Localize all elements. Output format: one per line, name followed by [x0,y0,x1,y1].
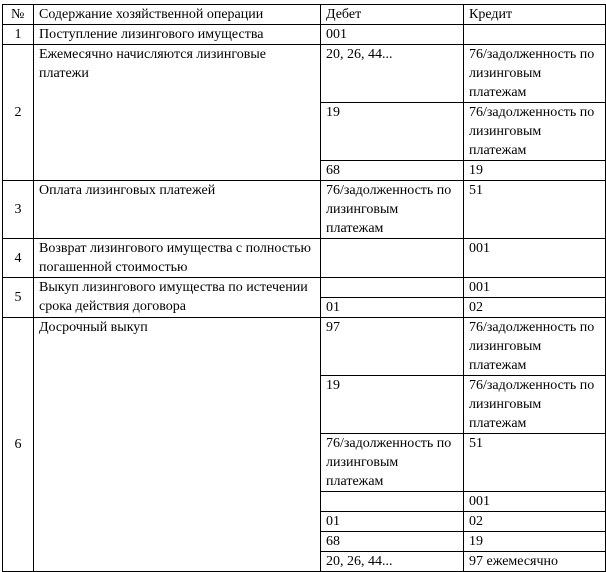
debit-cell: 001 [321,25,464,45]
credit-cell: 19 [464,532,606,552]
debit-cell: 97 [321,318,464,376]
debit-cell: 01 [321,298,464,318]
credit-cell: 19 [464,161,606,181]
credit-cell: 76/задолженность по лизинговым платежам [464,376,606,434]
debit-cell [321,278,464,298]
debit-cell: 19 [321,103,464,161]
credit-cell: 51 [464,181,606,239]
debit-cell: 68 [321,532,464,552]
row-number: 4 [3,239,34,278]
row-number: 6 [3,318,34,572]
debit-cell [321,239,464,278]
row-number: 1 [3,25,34,45]
credit-cell: 76/задолженность по лизинговым платежам [464,45,606,103]
header-content: Содержание хозяйственной операции [34,5,321,25]
table-row [3,318,606,376]
credit-cell: 02 [464,298,606,318]
operation-description: Выкуп лизингового имущества по истечении срока действия договора [34,278,321,318]
operation-description: Оплата лизинговых платежей [34,181,321,239]
operation-description: Поступление лизингового имущества [34,25,321,45]
row-number: 2 [3,45,34,181]
header-row [3,5,606,25]
debit-cell: 76/задолженность по лизинговым платежам [321,181,464,239]
leasing-operations-table [2,4,606,572]
credit-cell: 76/задолженность по лизинговым платежам [464,103,606,161]
table-row [3,278,606,298]
operation-description: Ежемесячно начисляются лизинговые платежи [34,45,321,181]
table-row [3,45,606,103]
header-debit: Дебет [321,5,464,25]
credit-cell: 001 [464,239,606,278]
credit-cell: 02 [464,512,606,532]
credit-cell: 51 [464,434,606,492]
row-number: 5 [3,278,34,318]
credit-cell: 001 [464,278,606,298]
operation-description: Досрочный выкуп [34,318,321,572]
table-row [3,181,606,239]
header-num: № [3,5,34,25]
debit-cell [321,492,464,512]
debit-cell: 20, 26, 44... [321,45,464,103]
credit-cell: 76/задолженность по лизинговым платежам [464,318,606,376]
debit-cell: 76/задолженность по лизинговым платежам [321,434,464,492]
debit-cell: 19 [321,376,464,434]
credit-cell: 001 [464,492,606,512]
row-number: 3 [3,181,34,239]
header-credit: Кредит [464,5,606,25]
table-row [3,239,606,278]
credit-cell: 97 ежемесячно [464,552,606,572]
table-row [3,25,606,45]
operation-description: Возврат лизингового имущества с полностью погашенной стоимостью [34,239,321,278]
credit-cell [464,25,606,45]
debit-cell: 20, 26, 44... [321,552,464,572]
debit-cell: 01 [321,512,464,532]
debit-cell: 68 [321,161,464,181]
